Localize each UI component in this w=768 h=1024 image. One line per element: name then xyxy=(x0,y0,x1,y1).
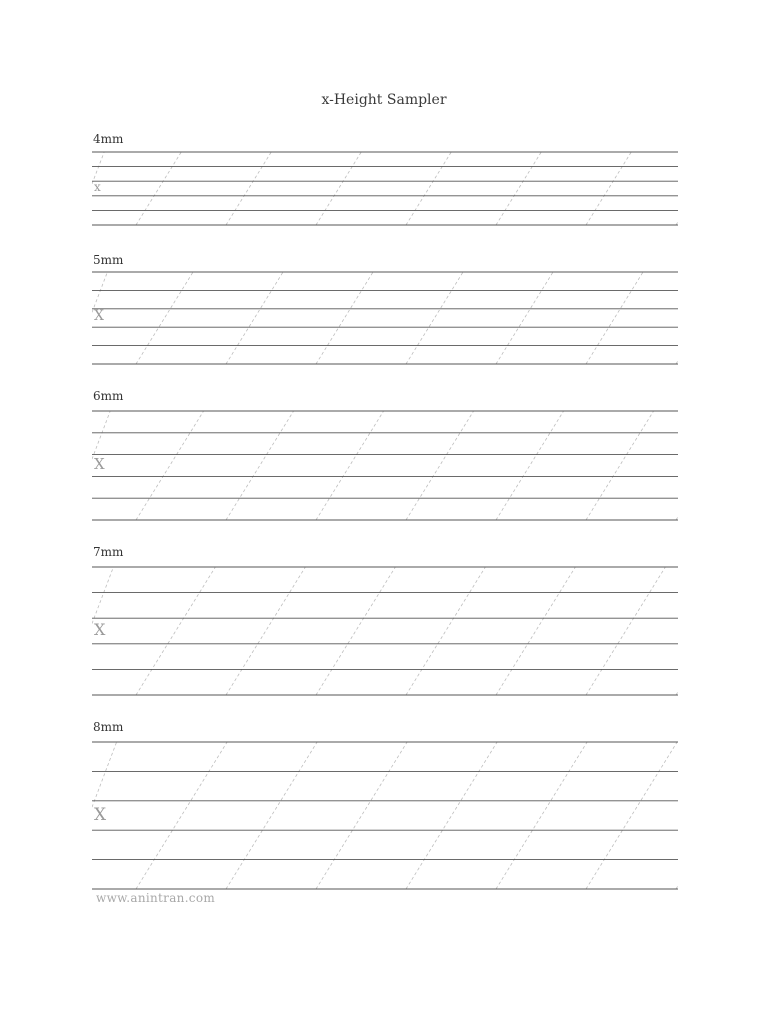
slant-guide xyxy=(226,272,283,364)
slant-guide xyxy=(316,567,395,695)
slant-guide xyxy=(226,742,317,889)
slant-guide xyxy=(676,152,678,225)
guide-lines xyxy=(92,566,678,696)
x-height-marker: X xyxy=(94,804,107,825)
x-height-marker: X xyxy=(94,454,105,473)
slant-guide xyxy=(496,272,553,364)
sampler-block-4mm xyxy=(92,132,678,226)
guide-lines xyxy=(92,271,678,365)
slant-guide xyxy=(406,742,497,889)
slant-guide xyxy=(316,411,384,520)
guide-lines xyxy=(92,151,678,226)
slant-guide xyxy=(406,152,451,225)
slant-guide xyxy=(226,152,271,225)
slant-guide xyxy=(676,567,678,695)
slant-guide xyxy=(586,411,654,520)
guide-lines xyxy=(92,741,678,890)
slant-guide xyxy=(92,272,107,312)
slant-guide xyxy=(136,272,193,364)
page-title: x-Height Sampler xyxy=(321,92,447,108)
slant-guide xyxy=(136,411,204,520)
slant-guide xyxy=(92,567,113,624)
slant-guide xyxy=(226,411,294,520)
sampler-size-label: 7mm xyxy=(93,545,124,559)
guide-lines xyxy=(92,410,678,521)
slant-guide xyxy=(136,742,227,889)
slant-guide xyxy=(316,152,361,225)
slant-guide xyxy=(406,411,474,520)
x-height-marker: X xyxy=(94,308,104,325)
sampler-size-label: 8mm xyxy=(93,720,124,734)
slant-guide xyxy=(92,411,110,459)
sampler-size-label: 6mm xyxy=(93,389,124,403)
slant-guide xyxy=(136,567,215,695)
slant-guide xyxy=(136,152,181,225)
slant-guide xyxy=(316,272,373,364)
sampler-block-8mm xyxy=(92,720,678,890)
slant-guide xyxy=(92,742,117,807)
sampler-size-label: 5mm xyxy=(93,253,124,267)
sampler-block-6mm xyxy=(92,389,678,521)
slant-guide xyxy=(496,411,564,520)
slant-guide xyxy=(226,567,305,695)
slant-guide xyxy=(586,567,665,695)
footer-website: www.anintran.com xyxy=(96,891,216,905)
slant-guide xyxy=(676,742,678,889)
slant-guide xyxy=(316,742,407,889)
sampler-block-5mm xyxy=(92,253,678,365)
slant-guide xyxy=(496,742,587,889)
slant-guide xyxy=(496,567,575,695)
slant-guide xyxy=(406,272,463,364)
sampler-size-label: 4mm xyxy=(93,132,124,146)
x-height-marker: X xyxy=(94,620,106,640)
slant-guide xyxy=(586,742,677,889)
slant-guide xyxy=(406,567,485,695)
slant-guide xyxy=(586,272,643,364)
x-height-marker: x xyxy=(94,179,101,194)
sampler-block-7mm xyxy=(92,545,678,696)
slant-guide xyxy=(676,411,678,520)
slant-guide xyxy=(586,152,631,225)
slant-guide xyxy=(496,152,541,225)
slant-guide xyxy=(676,272,678,364)
